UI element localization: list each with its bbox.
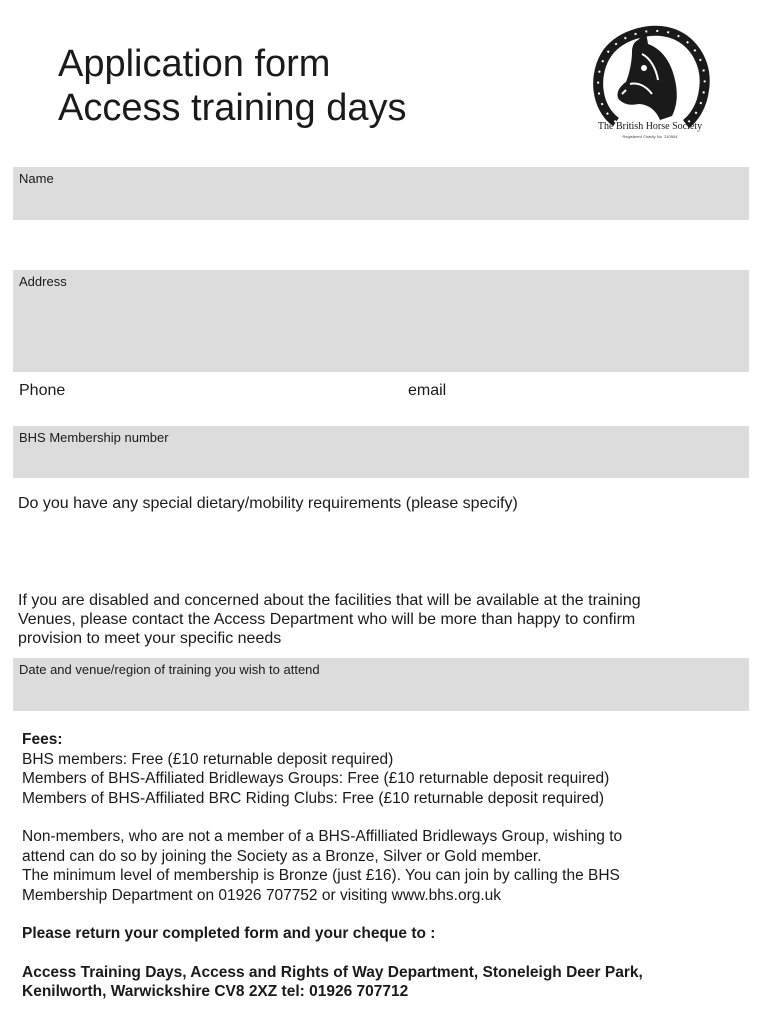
date-venue-field[interactable]: [13, 658, 749, 711]
membership-number-label: BHS Membership number: [19, 430, 169, 445]
disability-note-line-1: If you are disabled and concerned about the facilities that will be available at the training: [18, 592, 641, 609]
logo-organisation-name: The British Horse Society: [597, 121, 703, 132]
disability-note-line-2: Venues, please contact the Access Department who will be more than happy to confirm: [18, 611, 636, 628]
name-field[interactable]: [13, 167, 749, 220]
date-venue-label: Date and venue/region of training you wish to attend: [19, 662, 320, 677]
address-label: Address: [19, 274, 67, 289]
membership-number-field[interactable]: [13, 426, 749, 478]
disability-note: [18, 591, 748, 648]
disability-note-line-3: provision to meet your specific needs: [18, 630, 282, 647]
logo-subtext: Registered Charity No. 210504: [622, 134, 678, 139]
fees-heading: Fees:: [22, 731, 63, 748]
phone-label: Phone: [19, 382, 66, 399]
fee-line: BHS members: Free (£10 returnable deposit required): [22, 750, 394, 768]
nonmember-line: attend can do so by joining the Society as a Bronze, Silver or Gold member.: [22, 847, 542, 865]
email-label: email: [408, 382, 447, 399]
title-line-2: Access training days: [58, 87, 407, 129]
title-line-1: Application form: [58, 43, 331, 85]
return-address-line: Access Training Days, Access and Rights of Way Department, Stoneleigh Deer Park,: [22, 963, 643, 981]
dietary-requirements-question: Do you have any special dietary/mobility requirements (please specify): [18, 495, 518, 512]
return-address-line: Kenilworth, Warwickshire CV8 2XZ tel: 01926 707712: [22, 983, 409, 1000]
nonmember-line: The minimum level of membership is Bronze (just £16). You can join by calling the BHS: [22, 867, 620, 884]
page-title: [58, 42, 407, 130]
fees-section: [22, 730, 762, 1002]
address-field[interactable]: [13, 270, 749, 372]
return-instruction: Please return your completed form and your cheque to :: [22, 925, 436, 942]
fee-line: Members of BHS-Affiliated Bridleways Groups: Free (£10 returnable deposit required): [22, 770, 610, 787]
nonmember-line: Non-members, who are not a member of a BHS-Affilliated Bridleways Group, wishing to: [22, 828, 623, 845]
fee-line: Members of BHS-Affiliated BRC Riding Clubs: Free (£10 returnable deposit required): [22, 789, 605, 807]
name-label: Name: [19, 171, 54, 186]
nonmember-line: Membership Department on 01926 707752 or visiting www.bhs.org.uk: [22, 886, 502, 904]
